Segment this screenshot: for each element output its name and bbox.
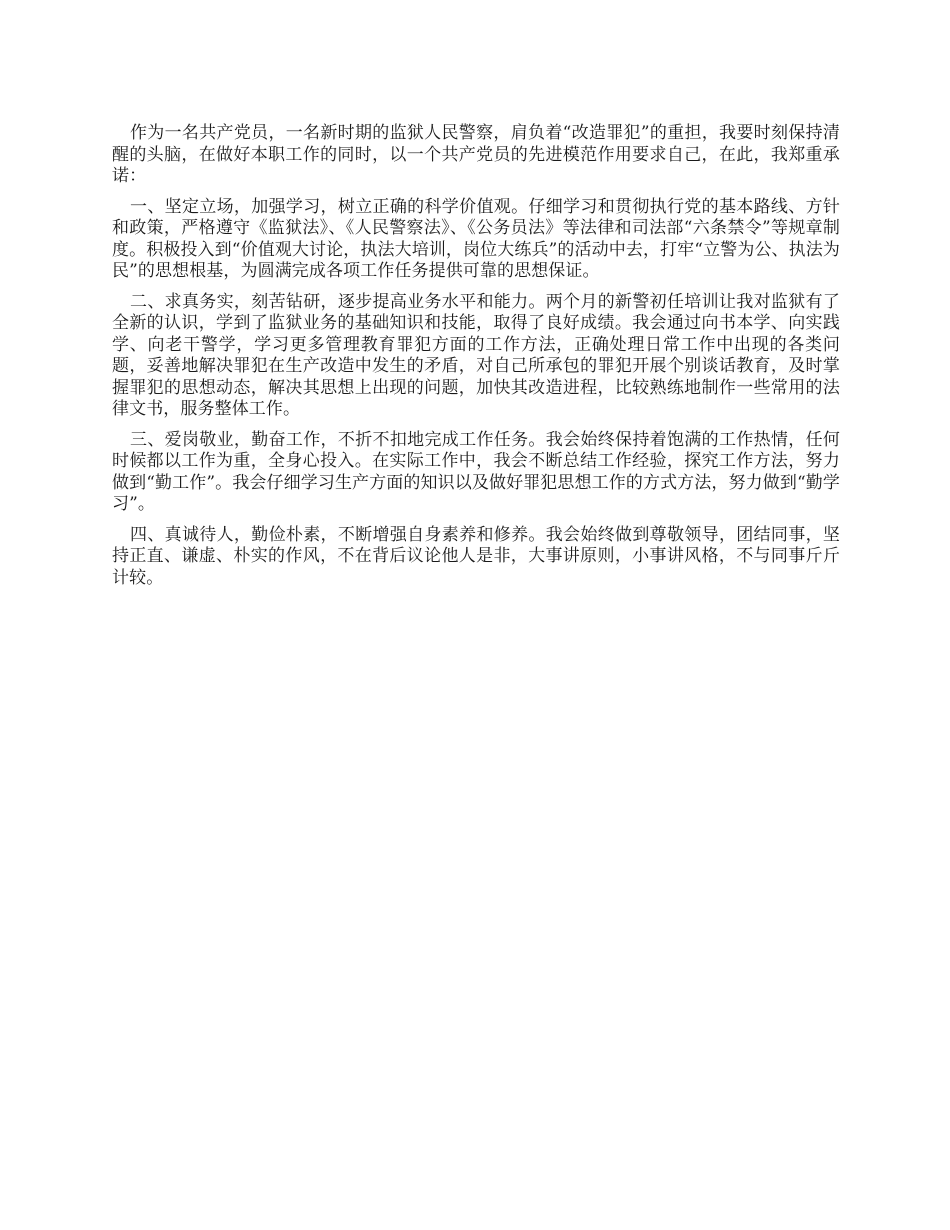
pledge-paragraph-3: 三、爱岗敬业，勤奋工作，不折不扣地完成工作任务。我会始终保持着饱满的工作热情，任何时候都以工作为重，全身心投入。在实际工作中，我会不断总结工作经验，探究工作方法，努力做到“勤工作”。我会仔细学习生产方面的知识以及做好罪犯思想工作的方式方法，努力做到“勤学习”。 bbox=[112, 429, 840, 514]
document-body bbox=[112, 123, 840, 598]
intro-paragraph: 作为一名共产党员，一名新时期的监狱人民警察，肩负着“改造罪犯”的重担，我要时刻保持清醒的头脑，在做好本职工作的同时，以一个共产党员的先进模范作用要求自己，在此，我郑重承诺： bbox=[112, 123, 840, 186]
pledge-paragraph-4: 四、真诚待人，勤俭朴素，不断增强自身素养和修养。我会始终做到尊敬领导，团结同事，坚持正直、谦虚、朴实的作风，不在背后议论他人是非，大事讲原则，小事讲风格，不与同事斤斤计较。 bbox=[112, 524, 840, 588]
pledge-paragraph-1: 一、坚定立场，加强学习，树立正确的科学价值观。仔细学习和贯彻执行党的基本路线、方针和政策，严格遵守《监狱法》、《人民警察法》、《公务员法》等法律和司法部“六条禁令”等规章制度。积极投入到“价值观大讨论，执法大培训，岗位大练兵”的活动中去，打牢“立警为公、执法为民”的思想根基，为圆满完成各项工作任务提供可靠的思想保证。 bbox=[112, 196, 840, 281]
pledge-paragraph-2: 二、求真务实，刻苦钻研，逐步提高业务水平和能力。两个月的新警初任培训让我对监狱有了全新的认识，学到了监狱业务的基础知识和技能，取得了良好成绩。我会通过向书本学、向实践学、向老干警学，学习更多管理教育罪犯方面的工作方法，正确处理日常工作中出现的各类问题，妥善地解决罪犯在生产改造中发生的矛盾，对自己所承包的罪犯开展个别谈话教育，及时掌握罪犯的思想动态，解决其思想上出现的问题，加快其改造进程，比较熟练地制作一些常用的法律文书，服务整体工作。 bbox=[112, 291, 840, 419]
